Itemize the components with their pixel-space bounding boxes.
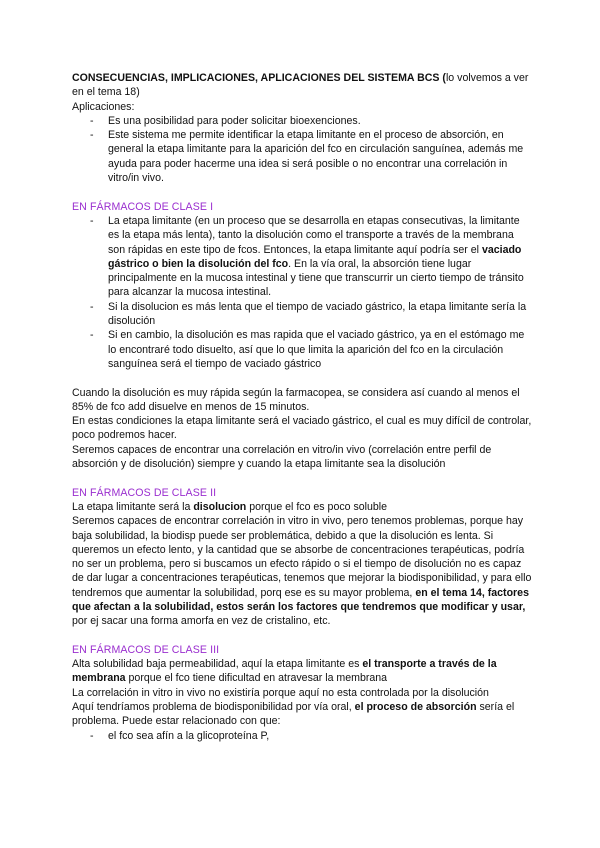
clase3-list [72,729,532,743]
clase1-item1-text-b: . En la vía oral, la absorción tiene lugar principalmente en la mucosa intestinal y tiene que transcurrir un cierto tiempo de tránsito para alcanzar la mucosa intestinal. [108,257,524,299]
list-item: - el fco sea afín a la glicoproteína P, [72,729,532,743]
clase1-heading: EN FÁRMACOS DE CLASE I [72,200,214,213]
title-bold: CONSECUENCIAS, IMPLICACIONES, APLICACIONES DEL SISTEMA BCS ( [72,72,446,84]
clase2-para-bold: en el tema 14, factores que afectan a la solubilidad, estos serán los factores que tendremos que modificar y usar, [72,586,529,613]
clase2-para-text-b: por ej sacar una forma amorfa en vez de cristalino, etc. [72,615,331,628]
clase3-line-3 [72,700,532,729]
clase1-list [72,214,532,371]
clase2-line1-bold: disolucion [193,500,247,513]
clase3-line1-text-a: Alta solubilidad baja permeabilidad, aquí la etapa limitante es [72,658,363,671]
aplicaciones-label: Aplicaciones: [72,100,135,113]
document-page [72,71,532,743]
clase3-line1-text-b: porque el fco tiene dificultad en atravesar la membrana [125,672,388,685]
clase3-line3-bold: el proceso de absorción [354,701,477,714]
document-title [72,71,532,100]
clase3-line3-text-a: Aquí tendríamos problema de biodisponibilidad por vía oral, [72,701,355,714]
title-note: lo volvemos a ver en el tema 18) [72,72,529,99]
clase3-line-1 [72,657,532,686]
list-item: - Es una posibilidad para poder solicitar bioexenciones. [72,114,532,128]
clase3-line-2: La correlación in vitro in vivo no existiría porque aquí no esta controlada por la disolución [72,686,489,699]
aplicaciones-list [72,114,532,185]
clase1-item1-text-a: La etapa limitante (en un proceso que se desarrolla en etapas consecutivas, la limitante es la etapa más lenta), tanto la disolución como el transporte a través de la membrana son rápidas en este tipo de fcos. Entonces, la etapa limitante aquí podría ser el [108,214,520,256]
clase2-line-1 [72,500,532,514]
clase2-para-text-a: Seremos capaces de encontrar correlación in vitro in vivo, pero tenemos problemas, porque hay baja solubilidad, la biodisp puede ser problemática, debido a que la disolución es lenta. Si queremos un efecto lento, y la cantidad que se absorbe de concentraciones terapéuticas, podría no ser un problema, pero si buscamos un efecto rápido o si el tiempo de disolución no es capaz de dar lugar a concentraciones terapéuticas, tenemos que mejorar la biodisponibilidad, y para ello tendremos que aumentar la solubilidad, porq ese es su mayor problema, [72,515,532,599]
clase1-item1-bold: vaciado gástrico o bien la disolución del fco [108,243,522,270]
clase1-paragraph-1: Cuando la disolución es muy rápida según la farmacopea, se considera así cuando al menos el 85% de fco add disuelve en menos de 15 minutos. [72,386,520,413]
clase1-paragraph-3: Seremos capaces de encontrar una correlación en vitro/in vivo (correlación entre perfil de absorción y de disolución) siempre y cuando la etapa limitante sea la disolución [72,443,492,471]
list-item: - Si la disolucion es más lenta que el tiempo de vaciado gástrico, la etapa limitante sería la disolución [72,300,532,329]
clase2-line1-text-a: La etapa limitante será la [72,500,194,513]
list-item: - Este sistema me permite identificar la etapa limitante en el proceso de absorción, en general la etapa limitante para la aparición del fco en circulación sanguínea, además me ayuda para poder hacerme una idea si será posible o no encontrar una correlación in vitro/in vivo. [72,128,532,185]
clase3-heading: EN FÁRMACOS DE CLASE III [72,643,220,656]
clase2-line1-text-b: porque el fco es poco soluble [246,500,388,513]
clase2-heading: EN FÁRMACOS DE CLASE II [72,486,217,499]
clase3-line1-bold: el transporte a través de la membrana [72,658,497,685]
list-item: - Si en cambio, la disolución es mas rapida que el vaciado gástrico, ya en el estómago me lo encontraré todo disuelto, así que lo que limita la aparición del fco en la circulación sanguínea será el tiempo de vaciado gástrico [72,328,532,371]
clase2-paragraph [72,514,532,628]
clase1-paragraph-2: En estas condiciones la etapa limitante será el vaciado gástrico, el cual es muy difícil de controlar, poco podremos hacer. [72,415,532,442]
clase3-line3-text-b: sería el problema. Puede estar relacionado con que: [72,701,515,728]
list-item [72,214,532,300]
